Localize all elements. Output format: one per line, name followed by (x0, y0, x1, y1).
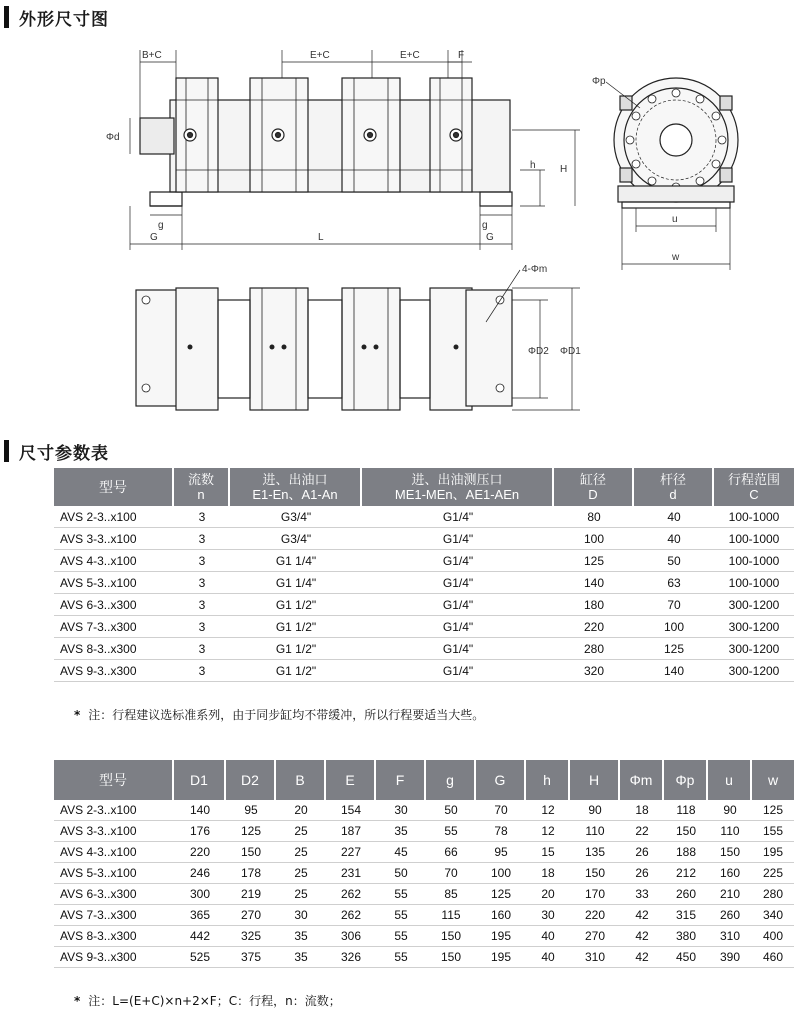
table-cell: G1 1/4" (230, 572, 362, 594)
table-cell: 326 (326, 947, 376, 968)
column-header (54, 468, 174, 506)
dimension-drawing (0, 30, 800, 435)
table-cell: G1 1/2" (230, 660, 362, 682)
table-cell: 3 (174, 594, 230, 616)
table-cell: AVS 4-3..x100 (54, 842, 174, 863)
table-cell: 100-1000 (714, 506, 794, 528)
table-cell: 95 (226, 800, 276, 821)
table-cell: 90 (570, 800, 620, 821)
table-cell: 55 (376, 947, 426, 968)
column-header: g (426, 760, 476, 800)
table-cell: 110 (570, 821, 620, 842)
dim-small-h: h (530, 160, 536, 171)
table-cell: 170 (570, 884, 620, 905)
table-cell: 55 (376, 905, 426, 926)
table-header-row (54, 760, 794, 800)
table-cell: 154 (326, 800, 376, 821)
table-cell: 300-1200 (714, 638, 794, 660)
table-cell: 50 (376, 863, 426, 884)
note-star: * (74, 708, 81, 722)
table-row (54, 528, 794, 550)
column-header: u (708, 760, 752, 800)
table-cell: 3 (174, 616, 230, 638)
section-title-params (4, 440, 109, 462)
table-cell: 55 (426, 821, 476, 842)
table-row (54, 506, 794, 528)
table-cell: 125 (554, 550, 634, 572)
table-cell: 3 (174, 528, 230, 550)
table-cell: 246 (174, 863, 226, 884)
table-cell: 125 (634, 638, 714, 660)
table-row (54, 926, 794, 947)
table-cell: 380 (664, 926, 708, 947)
table-cell: AVS 8-3..x300 (54, 926, 174, 947)
table-cell: AVS 9-3..x300 (54, 947, 174, 968)
table-cell: 180 (554, 594, 634, 616)
table-cell: AVS 6-3..x300 (54, 884, 174, 905)
table-row (54, 660, 794, 682)
table-header-row (54, 468, 794, 506)
spec-table-ports (54, 468, 794, 682)
table-cell: 365 (174, 905, 226, 926)
table-cell: 50 (426, 800, 476, 821)
table-cell: 40 (526, 947, 570, 968)
table-cell: 100-1000 (714, 528, 794, 550)
table-cell: 400 (752, 926, 794, 947)
table-cell: 70 (426, 863, 476, 884)
table-cell: 50 (634, 550, 714, 572)
column-header: H (570, 760, 620, 800)
table-cell: 30 (276, 905, 326, 926)
table-row (54, 572, 794, 594)
table-cell: 3 (174, 660, 230, 682)
dim-phi-d2: ΦD2 (528, 346, 549, 357)
table-cell: 260 (664, 884, 708, 905)
table-cell: 220 (174, 842, 226, 863)
table-cell: G1/4" (362, 506, 554, 528)
table-cell: G1/4" (362, 638, 554, 660)
table-cell: 390 (708, 947, 752, 968)
section-title-text: 尺寸参数表 (19, 443, 109, 464)
table-row (54, 616, 794, 638)
table-cell: 315 (664, 905, 708, 926)
table-cell: 35 (276, 947, 326, 968)
table-cell: 300-1200 (714, 660, 794, 682)
note-formula (74, 992, 341, 1009)
table-cell: 227 (326, 842, 376, 863)
header-line: 型号 (99, 478, 127, 495)
header-line: n (197, 487, 205, 502)
table-cell: 320 (554, 660, 634, 682)
table-cell: 25 (276, 842, 326, 863)
table-cell: 280 (752, 884, 794, 905)
header-line: E1-En、A1-An (252, 487, 338, 502)
table-cell: 70 (634, 594, 714, 616)
dim-l: L (318, 232, 324, 243)
table-cell: AVS 7-3..x300 (54, 905, 174, 926)
table-cell: G1 1/2" (230, 638, 362, 660)
table-cell: 25 (276, 863, 326, 884)
section-title-text: 外形尺寸图 (19, 9, 109, 30)
table-cell: 3 (174, 572, 230, 594)
dim-4-phi-m: 4-Φm (522, 264, 548, 275)
table-cell: 210 (708, 884, 752, 905)
column-header (230, 468, 362, 506)
table-cell: 325 (226, 926, 276, 947)
column-header: D1 (174, 760, 226, 800)
table-cell: 270 (226, 905, 276, 926)
table-cell: 30 (526, 905, 570, 926)
table-cell: 125 (476, 884, 526, 905)
table-cell: 280 (554, 638, 634, 660)
table-cell: 300 (174, 884, 226, 905)
table-cell: 3 (174, 638, 230, 660)
table-cell: 90 (708, 800, 752, 821)
column-header: D2 (226, 760, 276, 800)
table-cell: 195 (752, 842, 794, 863)
table-cell: 160 (476, 905, 526, 926)
table-cell: AVS 4-3..x100 (54, 550, 174, 572)
table-cell: 100 (634, 616, 714, 638)
table-cell: 12 (526, 821, 570, 842)
table-cell: 442 (174, 926, 226, 947)
table-cell: AVS 3-3..x100 (54, 821, 174, 842)
table-cell: 22 (620, 821, 664, 842)
table-cell: 125 (226, 821, 276, 842)
column-header: w (752, 760, 794, 800)
column-header: B (276, 760, 326, 800)
table-cell: 195 (476, 947, 526, 968)
table-row (54, 821, 794, 842)
table-cell: 30 (376, 800, 426, 821)
table-cell: 450 (664, 947, 708, 968)
table-cell: 26 (620, 842, 664, 863)
table-cell: 12 (526, 800, 570, 821)
table-cell: 220 (570, 905, 620, 926)
table-cell: 100-1000 (714, 550, 794, 572)
table-cell: G3/4" (230, 528, 362, 550)
table-cell: 25 (276, 821, 326, 842)
table-cell: 176 (174, 821, 226, 842)
table-cell: 310 (708, 926, 752, 947)
table-cell: 70 (476, 800, 526, 821)
table-cell: G1/4" (362, 550, 554, 572)
table-cell: AVS 8-3..x300 (54, 638, 174, 660)
table-cell: 135 (570, 842, 620, 863)
dim-phi-d1: ΦD1 (560, 346, 581, 357)
table-cell: 100 (554, 528, 634, 550)
table-row (54, 884, 794, 905)
note-text: 注：行程建议选标准系列，由于同步缸均不带缓冲，所以行程要适当大些。 (88, 708, 485, 722)
table-cell: 115 (426, 905, 476, 926)
table-cell: AVS 5-3..x100 (54, 863, 174, 884)
dim-w: w (672, 252, 680, 263)
header-line: C (749, 487, 759, 502)
table-cell: 300-1200 (714, 594, 794, 616)
column-header (634, 468, 714, 506)
table-cell: 231 (326, 863, 376, 884)
column-header (362, 468, 554, 506)
header-line: 缸径 (579, 472, 606, 487)
table-cell: 20 (276, 800, 326, 821)
table-cell: 306 (326, 926, 376, 947)
dim-phi-p: Φp (592, 76, 606, 87)
table-cell: 40 (634, 506, 714, 528)
column-header: Φm (620, 760, 664, 800)
table-cell: 140 (554, 572, 634, 594)
dim-phi-d: Φd (106, 132, 120, 143)
table-cell: 340 (752, 905, 794, 926)
column-header: F (376, 760, 426, 800)
table-row (54, 638, 794, 660)
table-cell: 35 (276, 926, 326, 947)
table-cell: 150 (708, 842, 752, 863)
table-cell: 78 (476, 821, 526, 842)
header-line: 行程范围 (727, 472, 780, 487)
table-cell: 45 (376, 842, 426, 863)
table-row (54, 594, 794, 616)
table-cell: 100-1000 (714, 572, 794, 594)
table-cell: 18 (620, 800, 664, 821)
spec-table-dimensions (54, 760, 794, 968)
dim-f: F (458, 50, 465, 61)
table-cell: 262 (326, 884, 376, 905)
table-cell: 300-1200 (714, 616, 794, 638)
dim-g-left: g (158, 220, 164, 231)
table-cell: AVS 6-3..x300 (54, 594, 174, 616)
table-cell: 110 (708, 821, 752, 842)
table-cell: 35 (376, 821, 426, 842)
table-cell: 225 (752, 863, 794, 884)
table-cell: G1 1/2" (230, 616, 362, 638)
table-cell: G1 1/2" (230, 594, 362, 616)
table-cell: 150 (426, 947, 476, 968)
table-row (54, 550, 794, 572)
table-cell: AVS 2-3..x100 (54, 800, 174, 821)
header-line: 杆径 (659, 472, 686, 487)
table-cell: 80 (554, 506, 634, 528)
table-cell: 15 (526, 842, 570, 863)
table-cell: 460 (752, 947, 794, 968)
header-line: 进、出油测压口 (411, 472, 503, 487)
table-cell: 375 (226, 947, 276, 968)
table-cell: 270 (570, 926, 620, 947)
column-header (174, 468, 230, 506)
table-cell: 26 (620, 863, 664, 884)
table-cell: 95 (476, 842, 526, 863)
dim-e-plus-c-1: E+C (310, 50, 330, 61)
column-header (554, 468, 634, 506)
table-cell: 40 (526, 926, 570, 947)
table-cell: 220 (554, 616, 634, 638)
table-cell: G1/4" (362, 660, 554, 682)
table-cell: 100 (476, 863, 526, 884)
table-cell: G1 1/4" (230, 550, 362, 572)
table-cell: G1/4" (362, 594, 554, 616)
dim-b-plus-c: B+C (142, 50, 162, 61)
note-stroke (74, 706, 484, 723)
column-header: 型号 (54, 760, 174, 800)
table-row (54, 842, 794, 863)
dim-big-g-left: G (150, 232, 158, 243)
title-marker (4, 6, 9, 28)
table-cell: 160 (708, 863, 752, 884)
table-cell: 178 (226, 863, 276, 884)
column-header (714, 468, 794, 506)
header-line: d (669, 487, 677, 502)
table-cell: 33 (620, 884, 664, 905)
column-header: E (326, 760, 376, 800)
dim-g-right: g (482, 220, 488, 231)
table-cell: 212 (664, 863, 708, 884)
table-cell: G1/4" (362, 616, 554, 638)
drawing-svg (0, 30, 800, 435)
dim-u: u (672, 214, 678, 225)
table-cell: 525 (174, 947, 226, 968)
table-cell: 42 (620, 905, 664, 926)
table-cell: 118 (664, 800, 708, 821)
table-cell: 85 (426, 884, 476, 905)
table-cell: 188 (664, 842, 708, 863)
table-cell: 260 (708, 905, 752, 926)
note-text: 注：L=(E+C)×n+2×F；C：行程，n：流数； (88, 994, 341, 1008)
table-cell: 140 (634, 660, 714, 682)
table-cell: AVS 3-3..x100 (54, 528, 174, 550)
column-header: G (476, 760, 526, 800)
dim-big-h: H (560, 164, 568, 175)
table-cell: 66 (426, 842, 476, 863)
table-cell: G3/4" (230, 506, 362, 528)
table-cell: 3 (174, 506, 230, 528)
table-cell: G1/4" (362, 528, 554, 550)
table-cell: 155 (752, 821, 794, 842)
table-cell: 3 (174, 550, 230, 572)
table-cell: 150 (664, 821, 708, 842)
title-marker (4, 440, 9, 462)
header-line: ME1-MEn、AE1-AEn (394, 487, 520, 502)
table-cell: 140 (174, 800, 226, 821)
dim-e-plus-c-2: E+C (400, 50, 420, 61)
header-line: 进、出油口 (262, 472, 328, 487)
table-cell: 40 (634, 528, 714, 550)
table-cell: 25 (276, 884, 326, 905)
header-line: D (588, 487, 598, 502)
table-cell: 55 (376, 926, 426, 947)
header-line: 流数 (187, 472, 214, 487)
table-cell: 195 (476, 926, 526, 947)
table-row (54, 800, 794, 821)
table-cell: 150 (570, 863, 620, 884)
table-cell: 310 (570, 947, 620, 968)
table-cell: AVS 5-3..x100 (54, 572, 174, 594)
table-cell: 42 (620, 926, 664, 947)
table-cell: 150 (226, 842, 276, 863)
table-cell: 125 (752, 800, 794, 821)
table-row (54, 905, 794, 926)
note-star: * (74, 994, 81, 1008)
table-cell: AVS 7-3..x300 (54, 616, 174, 638)
column-header: Φp (664, 760, 708, 800)
table-cell: 18 (526, 863, 570, 884)
table-cell: 262 (326, 905, 376, 926)
section-title-drawing (4, 6, 109, 28)
column-header: h (526, 760, 570, 800)
table-cell: 219 (226, 884, 276, 905)
table-cell: 150 (426, 926, 476, 947)
table-cell: 63 (634, 572, 714, 594)
table-cell: AVS 2-3..x100 (54, 506, 174, 528)
table-cell: 187 (326, 821, 376, 842)
table-cell: 55 (376, 884, 426, 905)
table-row (54, 947, 794, 968)
table-cell: 20 (526, 884, 570, 905)
table-cell: 42 (620, 947, 664, 968)
table-cell: AVS 9-3..x300 (54, 660, 174, 682)
table-cell: G1/4" (362, 572, 554, 594)
table-row (54, 863, 794, 884)
dim-big-g-right: G (486, 232, 494, 243)
